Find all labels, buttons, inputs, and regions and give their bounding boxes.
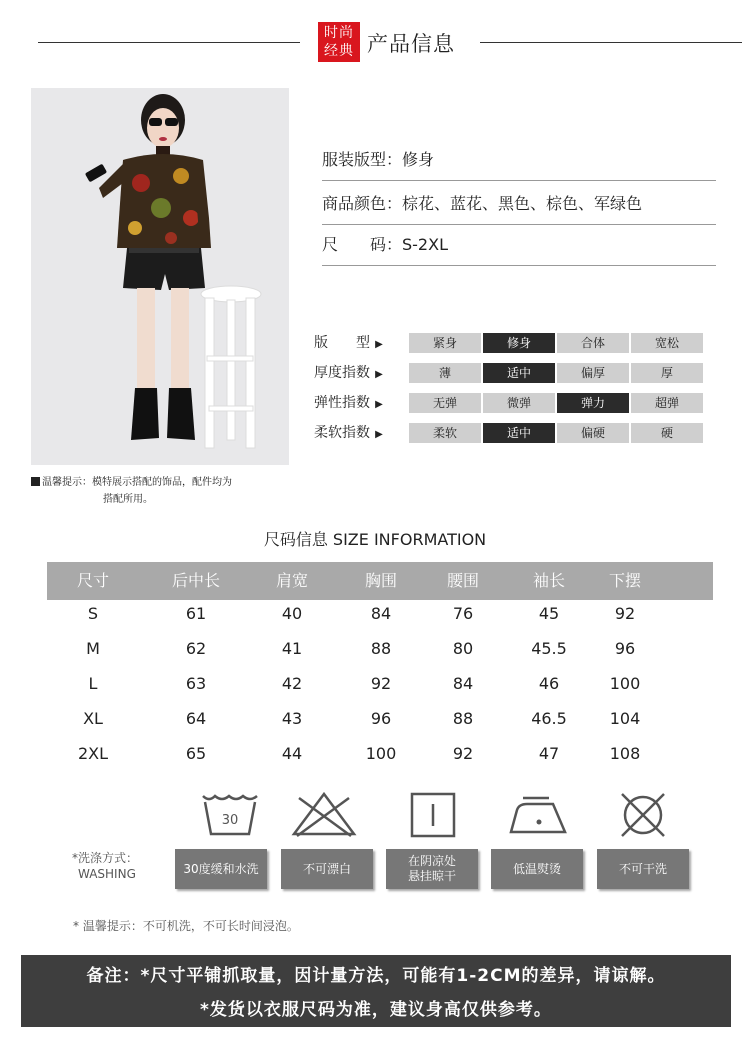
washing-label xyxy=(72,850,138,882)
size-table-title: 尺码信息 SIZE INFORMATION xyxy=(263,530,487,549)
notice-line1: 温馨提示：模特展示搭配的饰品，配件均为 xyxy=(42,477,232,488)
table-cell: 104 xyxy=(609,709,641,728)
table-cell: 40 xyxy=(281,604,303,623)
washing-instruction-label: 30度缓和水洗 xyxy=(175,849,267,889)
attribute-label-text: 弹性指数 xyxy=(314,395,370,411)
table-cell: XL xyxy=(83,709,103,728)
attribute-option: 修身 xyxy=(483,333,555,353)
attribute-option: 超弹 xyxy=(631,393,703,413)
table-cell: 92 xyxy=(452,744,474,763)
attribute-label-text: 版 型 xyxy=(314,335,370,351)
table-cell: 80 xyxy=(452,639,474,658)
table-cell: 41 xyxy=(281,639,303,658)
header-divider-right xyxy=(480,42,742,43)
size-table-header-cell: 腰围 xyxy=(446,571,479,590)
arrow-right-icon: ▶ xyxy=(372,339,383,350)
table-cell: 44 xyxy=(281,744,303,763)
header-divider-left xyxy=(38,42,300,43)
washing-label-en: WASHING xyxy=(78,867,136,881)
size-table-header-cell: 后中长 xyxy=(171,571,220,590)
badge-line2: 经典 xyxy=(324,43,354,59)
attribute-label xyxy=(314,423,383,443)
notice xyxy=(31,474,291,508)
attribute-option: 柔软 xyxy=(409,423,481,443)
table-cell: 108 xyxy=(609,744,641,763)
attribute-option: 偏硬 xyxy=(557,423,629,443)
attribute-option: 合体 xyxy=(557,333,629,353)
footer-line2: *发货以衣服尺码为准，建议身高仅供参考。 xyxy=(200,1000,552,1020)
info-divider xyxy=(322,265,716,266)
attribute-option: 宽松 xyxy=(631,333,703,353)
product-photo xyxy=(31,88,289,465)
table-cell: 92 xyxy=(370,674,392,693)
attribute-option: 厚 xyxy=(631,363,703,383)
washing-label-cn: *洗涤方式： xyxy=(72,851,139,865)
attribute-label xyxy=(314,363,383,383)
attribute-option: 适中 xyxy=(483,363,555,383)
table-cell: 46.5 xyxy=(531,709,567,728)
wash-30-icon xyxy=(195,790,265,840)
attribute-option: 偏厚 xyxy=(557,363,629,383)
table-cell: 100 xyxy=(609,674,641,693)
arrow-right-icon: ▶ xyxy=(372,369,383,380)
footer-line1: 备注：*尺寸平铺抓取量，因计量方法，可能有1-2CM的差异，请谅解。 xyxy=(86,966,666,986)
info-fit xyxy=(322,139,716,181)
table-cell: 84 xyxy=(452,674,474,693)
washing-instruction-label: 低温熨烫 xyxy=(491,849,583,889)
square-bullet-icon xyxy=(31,477,40,486)
no-bleach-icon xyxy=(289,790,359,840)
table-cell: L xyxy=(88,674,98,693)
table-cell: 47 xyxy=(538,744,560,763)
table-cell: 92 xyxy=(614,604,636,623)
attribute-option: 弹力 xyxy=(557,393,629,413)
size-table-header-cell: 袖长 xyxy=(532,571,565,590)
washing-instruction-label: 不可漂白 xyxy=(281,849,373,889)
table-cell: 88 xyxy=(452,709,474,728)
size-table-header-cell: 尺寸 xyxy=(76,571,109,590)
footer-note xyxy=(21,955,731,1027)
table-cell: 62 xyxy=(185,639,207,658)
table-cell: 65 xyxy=(185,744,207,763)
info-sizes xyxy=(322,224,716,266)
info-fit-text: 服装版型：修身 xyxy=(322,150,435,169)
arrow-right-icon: ▶ xyxy=(372,429,383,440)
washing-instruction-label: 在阴凉处 悬挂晾干 xyxy=(386,849,478,889)
badge-line1: 时尚 xyxy=(324,25,354,41)
notice-line2: 搭配所用。 xyxy=(103,494,153,505)
table-cell: 76 xyxy=(452,604,474,623)
table-cell: 64 xyxy=(185,709,207,728)
size-table-header xyxy=(47,562,713,600)
no-dry-clean-icon xyxy=(608,790,678,840)
attribute-option: 薄 xyxy=(409,363,481,383)
brand-badge xyxy=(318,22,360,62)
table-cell: 100 xyxy=(365,744,397,763)
attribute-option: 无弹 xyxy=(409,393,481,413)
wash-temp: 30 xyxy=(221,813,239,828)
table-cell: 42 xyxy=(281,674,303,693)
table-cell: 2XL xyxy=(77,744,109,763)
info-sizes-text: 尺 码：S-2XL xyxy=(322,235,448,254)
attribute-option: 硬 xyxy=(631,423,703,443)
attribute-option: 紧身 xyxy=(409,333,481,353)
table-cell: 84 xyxy=(370,604,392,623)
attribute-label xyxy=(314,333,383,353)
table-cell: 96 xyxy=(370,709,392,728)
arrow-right-icon: ▶ xyxy=(372,399,383,410)
table-cell: 63 xyxy=(185,674,207,693)
size-table-header-cell: 肩宽 xyxy=(275,571,308,590)
attribute-label-text: 厚度指数 xyxy=(314,365,370,381)
low-iron-icon xyxy=(503,790,573,840)
table-cell: 43 xyxy=(281,709,303,728)
table-cell: 46 xyxy=(538,674,560,693)
table-cell: M xyxy=(86,639,100,658)
size-table-header-cell: 下摆 xyxy=(608,571,641,590)
info-divider xyxy=(322,180,716,181)
hang-dry-icon xyxy=(398,790,468,840)
attribute-option: 微弹 xyxy=(483,393,555,413)
table-cell: S xyxy=(87,604,99,623)
table-cell: 61 xyxy=(185,604,207,623)
section-title: 产品信息 xyxy=(367,32,455,56)
attribute-label xyxy=(314,393,383,413)
table-cell: 45 xyxy=(538,604,560,623)
attribute-option: 适中 xyxy=(483,423,555,443)
info-colors xyxy=(322,183,716,225)
attribute-label-text: 柔软指数 xyxy=(314,425,370,441)
table-cell: 88 xyxy=(370,639,392,658)
table-cell: 45.5 xyxy=(531,639,567,658)
washing-tip: * 温馨提示：不可机洗，不可长时间浸泡。 xyxy=(73,919,299,933)
washing-instruction-label: 不可干洗 xyxy=(597,849,689,889)
info-colors-text: 商品颜色：棕花、蓝花、黑色、棕色、军绿色 xyxy=(322,194,643,213)
table-cell: 96 xyxy=(614,639,636,658)
size-table-header-cell: 胸围 xyxy=(364,571,397,590)
